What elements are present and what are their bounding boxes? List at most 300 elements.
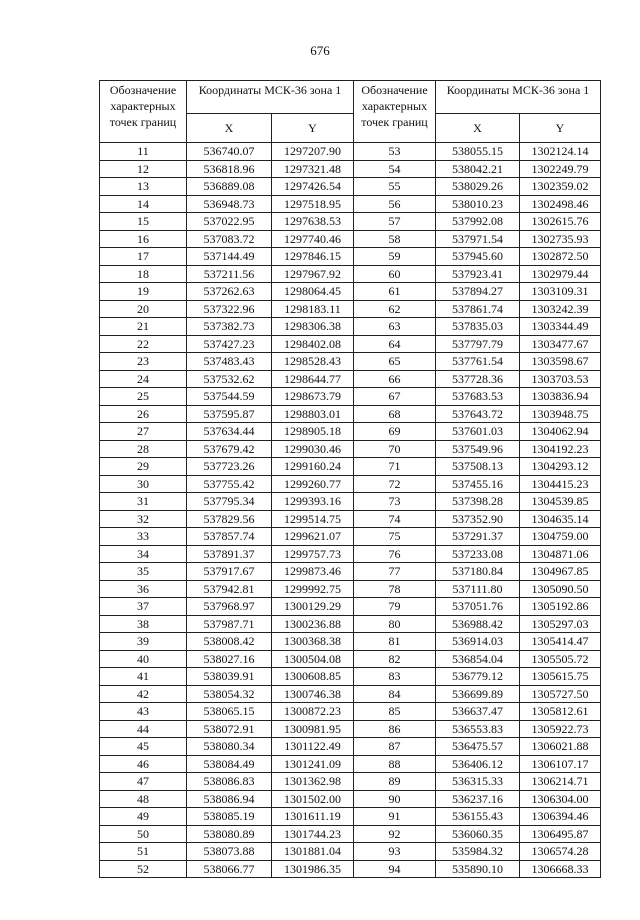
- y-coordinate-cell: 1302124.14: [520, 143, 601, 161]
- y-coordinate-cell: 1302979.44: [520, 265, 601, 283]
- point-number-cell: 78: [354, 580, 436, 598]
- y-coordinate-cell: 1306021.88: [520, 738, 601, 756]
- point-number-cell: 32: [100, 510, 187, 528]
- y-coordinate-cell: 1305297.03: [520, 615, 601, 633]
- table-row: [100, 755, 354, 773]
- point-number-cell: 55: [354, 178, 436, 196]
- point-number-cell: 24: [100, 370, 187, 388]
- x-coordinate-cell: 537262.63: [187, 283, 272, 301]
- x-coordinate-cell: 537987.71: [187, 615, 272, 633]
- table-row: [100, 685, 354, 703]
- header-y: Y: [520, 114, 601, 143]
- table-row: [100, 475, 354, 493]
- table-row: [354, 475, 601, 493]
- y-coordinate-cell: 1299514.75: [272, 510, 354, 528]
- point-number-cell: 68: [354, 405, 436, 423]
- table-row: [100, 353, 354, 371]
- x-coordinate-cell: 537508.13: [436, 458, 520, 476]
- table-row: [100, 195, 354, 213]
- point-number-cell: 57: [354, 213, 436, 231]
- y-coordinate-cell: 1301502.00: [272, 790, 354, 808]
- y-coordinate-cell: 1300872.23: [272, 703, 354, 721]
- x-coordinate-cell: 537829.56: [187, 510, 272, 528]
- table-row: [100, 580, 354, 598]
- x-coordinate-cell: 536914.03: [436, 633, 520, 651]
- table-row: [100, 300, 354, 318]
- x-coordinate-cell: 537051.76: [436, 598, 520, 616]
- x-coordinate-cell: 538039.91: [187, 668, 272, 686]
- point-number-cell: 35: [100, 563, 187, 581]
- y-coordinate-cell: 1301362.98: [272, 773, 354, 791]
- x-coordinate-cell: 538084.49: [187, 755, 272, 773]
- y-coordinate-cell: 1304062.94: [520, 423, 601, 441]
- table-row: [100, 825, 354, 843]
- x-coordinate-cell: 538072.91: [187, 720, 272, 738]
- table-row: [100, 773, 354, 791]
- table-row: [354, 370, 601, 388]
- x-coordinate-cell: 538080.34: [187, 738, 272, 756]
- point-number-cell: 14: [100, 195, 187, 213]
- x-coordinate-cell: 538086.83: [187, 773, 272, 791]
- table-row: [354, 458, 601, 476]
- x-coordinate-cell: 536406.12: [436, 755, 520, 773]
- table-row: [354, 160, 601, 178]
- table-row: [100, 860, 354, 878]
- point-number-cell: 11: [100, 143, 187, 161]
- y-coordinate-cell: 1303344.49: [520, 318, 601, 336]
- table-row: [354, 178, 601, 196]
- y-coordinate-cell: 1306107.17: [520, 755, 601, 773]
- point-number-cell: 70: [354, 440, 436, 458]
- coordinates-table-left: [99, 80, 354, 878]
- x-coordinate-cell: 537144.49: [187, 248, 272, 266]
- point-number-cell: 42: [100, 685, 187, 703]
- x-coordinate-cell: 536699.89: [436, 685, 520, 703]
- point-number-cell: 39: [100, 633, 187, 651]
- point-number-cell: 27: [100, 423, 187, 441]
- point-number-cell: 59: [354, 248, 436, 266]
- point-number-cell: 16: [100, 230, 187, 248]
- point-number-cell: 58: [354, 230, 436, 248]
- point-number-cell: 26: [100, 405, 187, 423]
- point-number-cell: 92: [354, 825, 436, 843]
- y-coordinate-cell: 1297638.53: [272, 213, 354, 231]
- point-number-cell: 38: [100, 615, 187, 633]
- header-y: Y: [272, 114, 354, 143]
- table-row: [354, 528, 601, 546]
- point-number-cell: 13: [100, 178, 187, 196]
- table-row: [354, 440, 601, 458]
- table-row: [354, 668, 601, 686]
- y-coordinate-cell: 1297846.15: [272, 248, 354, 266]
- table-row: [100, 738, 354, 756]
- point-number-cell: 49: [100, 808, 187, 826]
- x-coordinate-cell: 538008.42: [187, 633, 272, 651]
- x-coordinate-cell: 537861.74: [436, 300, 520, 318]
- y-coordinate-cell: 1300129.29: [272, 598, 354, 616]
- point-number-cell: 69: [354, 423, 436, 441]
- y-coordinate-cell: 1300236.88: [272, 615, 354, 633]
- table-row: [354, 615, 601, 633]
- x-coordinate-cell: 538054.32: [187, 685, 272, 703]
- point-number-cell: 50: [100, 825, 187, 843]
- y-coordinate-cell: 1298803.01: [272, 405, 354, 423]
- table-row: [100, 230, 354, 248]
- point-number-cell: 65: [354, 353, 436, 371]
- x-coordinate-cell: 537857.74: [187, 528, 272, 546]
- y-coordinate-cell: 1306214.71: [520, 773, 601, 791]
- point-number-cell: 30: [100, 475, 187, 493]
- y-coordinate-cell: 1297518.95: [272, 195, 354, 213]
- y-coordinate-cell: 1298183.11: [272, 300, 354, 318]
- point-number-cell: 83: [354, 668, 436, 686]
- table-row: [354, 790, 601, 808]
- table-row: [100, 545, 354, 563]
- table-row: [354, 353, 601, 371]
- y-coordinate-cell: 1303598.67: [520, 353, 601, 371]
- y-coordinate-cell: 1298064.45: [272, 283, 354, 301]
- y-coordinate-cell: 1299621.07: [272, 528, 354, 546]
- x-coordinate-cell: 537601.03: [436, 423, 520, 441]
- x-coordinate-cell: 536060.35: [436, 825, 520, 843]
- y-coordinate-cell: 1298673.79: [272, 388, 354, 406]
- table-body: [354, 143, 601, 878]
- table-row: [354, 703, 601, 721]
- table-row: [354, 650, 601, 668]
- y-coordinate-cell: 1306574.28: [520, 843, 601, 861]
- table-row: [100, 650, 354, 668]
- point-number-cell: 34: [100, 545, 187, 563]
- y-coordinate-cell: 1297426.54: [272, 178, 354, 196]
- table-row: [100, 405, 354, 423]
- x-coordinate-cell: 537723.26: [187, 458, 272, 476]
- point-number-cell: 41: [100, 668, 187, 686]
- table-row: [100, 440, 354, 458]
- x-coordinate-cell: 537532.62: [187, 370, 272, 388]
- point-number-cell: 61: [354, 283, 436, 301]
- y-coordinate-cell: 1297207.90: [272, 143, 354, 161]
- table-row: [354, 230, 601, 248]
- x-coordinate-cell: 537544.59: [187, 388, 272, 406]
- y-coordinate-cell: 1300981.95: [272, 720, 354, 738]
- table-row: [100, 598, 354, 616]
- y-coordinate-cell: 1301986.35: [272, 860, 354, 878]
- y-coordinate-cell: 1305505.72: [520, 650, 601, 668]
- y-coordinate-cell: 1299757.73: [272, 545, 354, 563]
- point-number-cell: 36: [100, 580, 187, 598]
- point-number-cell: 20: [100, 300, 187, 318]
- point-number-cell: 62: [354, 300, 436, 318]
- table-row: [354, 300, 601, 318]
- table-row: [100, 143, 354, 161]
- x-coordinate-cell: 536155.43: [436, 808, 520, 826]
- table-body: [100, 143, 354, 878]
- table-row: [100, 668, 354, 686]
- x-coordinate-cell: 537111.80: [436, 580, 520, 598]
- table-row: [100, 248, 354, 266]
- point-number-cell: 37: [100, 598, 187, 616]
- x-coordinate-cell: 537917.67: [187, 563, 272, 581]
- y-coordinate-cell: 1306394.46: [520, 808, 601, 826]
- point-number-cell: 56: [354, 195, 436, 213]
- y-coordinate-cell: 1304539.85: [520, 493, 601, 511]
- x-coordinate-cell: 536237.16: [436, 790, 520, 808]
- y-coordinate-cell: 1297967.92: [272, 265, 354, 283]
- point-number-cell: 82: [354, 650, 436, 668]
- table-row: [100, 633, 354, 651]
- x-coordinate-cell: 537022.95: [187, 213, 272, 231]
- y-coordinate-cell: 1302735.93: [520, 230, 601, 248]
- x-coordinate-cell: 535984.32: [436, 843, 520, 861]
- header-x: X: [187, 114, 272, 143]
- point-number-cell: 15: [100, 213, 187, 231]
- point-number-cell: 90: [354, 790, 436, 808]
- y-coordinate-cell: 1298528.43: [272, 353, 354, 371]
- point-number-cell: 88: [354, 755, 436, 773]
- x-coordinate-cell: 538027.16: [187, 650, 272, 668]
- x-coordinate-cell: 537797.79: [436, 335, 520, 353]
- point-number-cell: 81: [354, 633, 436, 651]
- x-coordinate-cell: 535890.10: [436, 860, 520, 878]
- x-coordinate-cell: 536740.07: [187, 143, 272, 161]
- y-coordinate-cell: 1305090.50: [520, 580, 601, 598]
- table-row: [354, 423, 601, 441]
- table-row: [100, 510, 354, 528]
- x-coordinate-cell: 537945.60: [436, 248, 520, 266]
- table-row: [100, 265, 354, 283]
- point-number-cell: 79: [354, 598, 436, 616]
- y-coordinate-cell: 1306495.87: [520, 825, 601, 843]
- y-coordinate-cell: 1303109.31: [520, 283, 601, 301]
- point-number-cell: 73: [354, 493, 436, 511]
- table-row: [100, 178, 354, 196]
- y-coordinate-cell: 1298905.18: [272, 423, 354, 441]
- y-coordinate-cell: 1302872.50: [520, 248, 601, 266]
- y-coordinate-cell: 1303948.75: [520, 405, 601, 423]
- header-coord-group: Координаты МСК-36 зона 1: [187, 81, 354, 114]
- point-number-cell: 89: [354, 773, 436, 791]
- x-coordinate-cell: 538066.77: [187, 860, 272, 878]
- x-coordinate-cell: 536889.08: [187, 178, 272, 196]
- y-coordinate-cell: 1299260.77: [272, 475, 354, 493]
- table-row: [100, 283, 354, 301]
- x-coordinate-cell: 536315.33: [436, 773, 520, 791]
- x-coordinate-cell: 536553.83: [436, 720, 520, 738]
- table-row: [100, 335, 354, 353]
- point-number-cell: 40: [100, 650, 187, 668]
- x-coordinate-cell: 537352.90: [436, 510, 520, 528]
- x-coordinate-cell: 538065.15: [187, 703, 272, 721]
- table-row: [354, 738, 601, 756]
- y-coordinate-cell: 1299393.16: [272, 493, 354, 511]
- point-number-cell: 22: [100, 335, 187, 353]
- point-number-cell: 44: [100, 720, 187, 738]
- x-coordinate-cell: 537891.37: [187, 545, 272, 563]
- point-number-cell: 85: [354, 703, 436, 721]
- point-number-cell: 72: [354, 475, 436, 493]
- point-number-cell: 75: [354, 528, 436, 546]
- x-coordinate-cell: 538042.21: [436, 160, 520, 178]
- x-coordinate-cell: 536854.04: [436, 650, 520, 668]
- table-row: [354, 720, 601, 738]
- table-row: [100, 318, 354, 336]
- table-row: [354, 633, 601, 651]
- table-row: [354, 580, 601, 598]
- y-coordinate-cell: 1304967.85: [520, 563, 601, 581]
- table-row: [354, 283, 601, 301]
- table-row: [354, 493, 601, 511]
- header-x: X: [436, 114, 520, 143]
- point-number-cell: 66: [354, 370, 436, 388]
- x-coordinate-cell: 537942.81: [187, 580, 272, 598]
- table-row: [354, 388, 601, 406]
- y-coordinate-cell: 1299030.46: [272, 440, 354, 458]
- table-row: [100, 423, 354, 441]
- y-coordinate-cell: 1304759.00: [520, 528, 601, 546]
- x-coordinate-cell: 536988.42: [436, 615, 520, 633]
- point-number-cell: 87: [354, 738, 436, 756]
- point-number-cell: 64: [354, 335, 436, 353]
- y-coordinate-cell: 1305414.47: [520, 633, 601, 651]
- table-row: [100, 370, 354, 388]
- x-coordinate-cell: 537083.72: [187, 230, 272, 248]
- y-coordinate-cell: 1305922.73: [520, 720, 601, 738]
- point-number-cell: 19: [100, 283, 187, 301]
- x-coordinate-cell: 538010.23: [436, 195, 520, 213]
- table-row: [354, 248, 601, 266]
- y-coordinate-cell: 1306668.33: [520, 860, 601, 878]
- point-number-cell: 94: [354, 860, 436, 878]
- table-row: [100, 388, 354, 406]
- table-row: [100, 563, 354, 581]
- x-coordinate-cell: 537483.43: [187, 353, 272, 371]
- table-row: [100, 703, 354, 721]
- x-coordinate-cell: 536779.12: [436, 668, 520, 686]
- y-coordinate-cell: 1300608.85: [272, 668, 354, 686]
- y-coordinate-cell: 1305812.61: [520, 703, 601, 721]
- table-row: [354, 335, 601, 353]
- page-number: 676: [310, 43, 330, 58]
- point-number-cell: 77: [354, 563, 436, 581]
- table-row: [354, 213, 601, 231]
- x-coordinate-cell: 536637.47: [436, 703, 520, 721]
- point-number-cell: 60: [354, 265, 436, 283]
- x-coordinate-cell: 538055.15: [436, 143, 520, 161]
- table-row: [100, 790, 354, 808]
- table-row: [100, 528, 354, 546]
- point-number-cell: 52: [100, 860, 187, 878]
- y-coordinate-cell: 1299873.46: [272, 563, 354, 581]
- y-coordinate-cell: 1304871.06: [520, 545, 601, 563]
- point-number-cell: 86: [354, 720, 436, 738]
- table-row: [354, 843, 601, 861]
- table-row: [100, 720, 354, 738]
- point-number-cell: 25: [100, 388, 187, 406]
- point-number-cell: 43: [100, 703, 187, 721]
- y-coordinate-cell: 1297321.48: [272, 160, 354, 178]
- x-coordinate-cell: 536475.57: [436, 738, 520, 756]
- point-number-cell: 28: [100, 440, 187, 458]
- table-row: [354, 808, 601, 826]
- x-coordinate-cell: 537679.42: [187, 440, 272, 458]
- y-coordinate-cell: 1302498.46: [520, 195, 601, 213]
- point-number-cell: 51: [100, 843, 187, 861]
- point-number-cell: 71: [354, 458, 436, 476]
- y-coordinate-cell: 1299160.24: [272, 458, 354, 476]
- point-number-cell: 12: [100, 160, 187, 178]
- point-number-cell: 18: [100, 265, 187, 283]
- x-coordinate-cell: 537398.28: [436, 493, 520, 511]
- y-coordinate-cell: 1301881.04: [272, 843, 354, 861]
- x-coordinate-cell: 537835.03: [436, 318, 520, 336]
- point-number-cell: 74: [354, 510, 436, 528]
- x-coordinate-cell: 537968.97: [187, 598, 272, 616]
- y-coordinate-cell: 1303242.39: [520, 300, 601, 318]
- y-coordinate-cell: 1306304.00: [520, 790, 601, 808]
- point-number-cell: 54: [354, 160, 436, 178]
- x-coordinate-cell: 537549.96: [436, 440, 520, 458]
- point-number-cell: 67: [354, 388, 436, 406]
- y-coordinate-cell: 1297740.46: [272, 230, 354, 248]
- y-coordinate-cell: 1301611.19: [272, 808, 354, 826]
- y-coordinate-cell: 1304635.14: [520, 510, 601, 528]
- table-row: [100, 160, 354, 178]
- table-row: [354, 563, 601, 581]
- y-coordinate-cell: 1301241.09: [272, 755, 354, 773]
- table-row: [354, 860, 601, 878]
- x-coordinate-cell: 536948.73: [187, 195, 272, 213]
- x-coordinate-cell: 537211.56: [187, 265, 272, 283]
- table-row: [100, 615, 354, 633]
- table-row: [354, 545, 601, 563]
- point-number-cell: 48: [100, 790, 187, 808]
- table-row: [354, 825, 601, 843]
- point-number-cell: 76: [354, 545, 436, 563]
- x-coordinate-cell: 537233.08: [436, 545, 520, 563]
- x-coordinate-cell: 538085.19: [187, 808, 272, 826]
- y-coordinate-cell: 1305727.50: [520, 685, 601, 703]
- x-coordinate-cell: 537923.41: [436, 265, 520, 283]
- y-coordinate-cell: 1303477.67: [520, 335, 601, 353]
- x-coordinate-cell: 537728.36: [436, 370, 520, 388]
- y-coordinate-cell: 1300746.38: [272, 685, 354, 703]
- x-coordinate-cell: 537322.96: [187, 300, 272, 318]
- x-coordinate-cell: 538080.89: [187, 825, 272, 843]
- point-number-cell: 45: [100, 738, 187, 756]
- y-coordinate-cell: 1299992.75: [272, 580, 354, 598]
- x-coordinate-cell: 537382.73: [187, 318, 272, 336]
- x-coordinate-cell: 537455.16: [436, 475, 520, 493]
- point-number-cell: 80: [354, 615, 436, 633]
- table-row: [354, 143, 601, 161]
- table-row: [354, 318, 601, 336]
- x-coordinate-cell: 537894.27: [436, 283, 520, 301]
- point-number-cell: 46: [100, 755, 187, 773]
- x-coordinate-cell: 538029.26: [436, 178, 520, 196]
- table-row: [354, 755, 601, 773]
- point-number-cell: 53: [354, 143, 436, 161]
- x-coordinate-cell: 537643.72: [436, 405, 520, 423]
- x-coordinate-cell: 537761.54: [436, 353, 520, 371]
- table-row: [100, 493, 354, 511]
- header-point-label: Обозначение характерных точек границ: [100, 81, 187, 143]
- y-coordinate-cell: 1304293.12: [520, 458, 601, 476]
- x-coordinate-cell: 538073.88: [187, 843, 272, 861]
- x-coordinate-cell: 537971.54: [436, 230, 520, 248]
- y-coordinate-cell: 1302249.79: [520, 160, 601, 178]
- y-coordinate-cell: 1303703.53: [520, 370, 601, 388]
- table-row: [100, 213, 354, 231]
